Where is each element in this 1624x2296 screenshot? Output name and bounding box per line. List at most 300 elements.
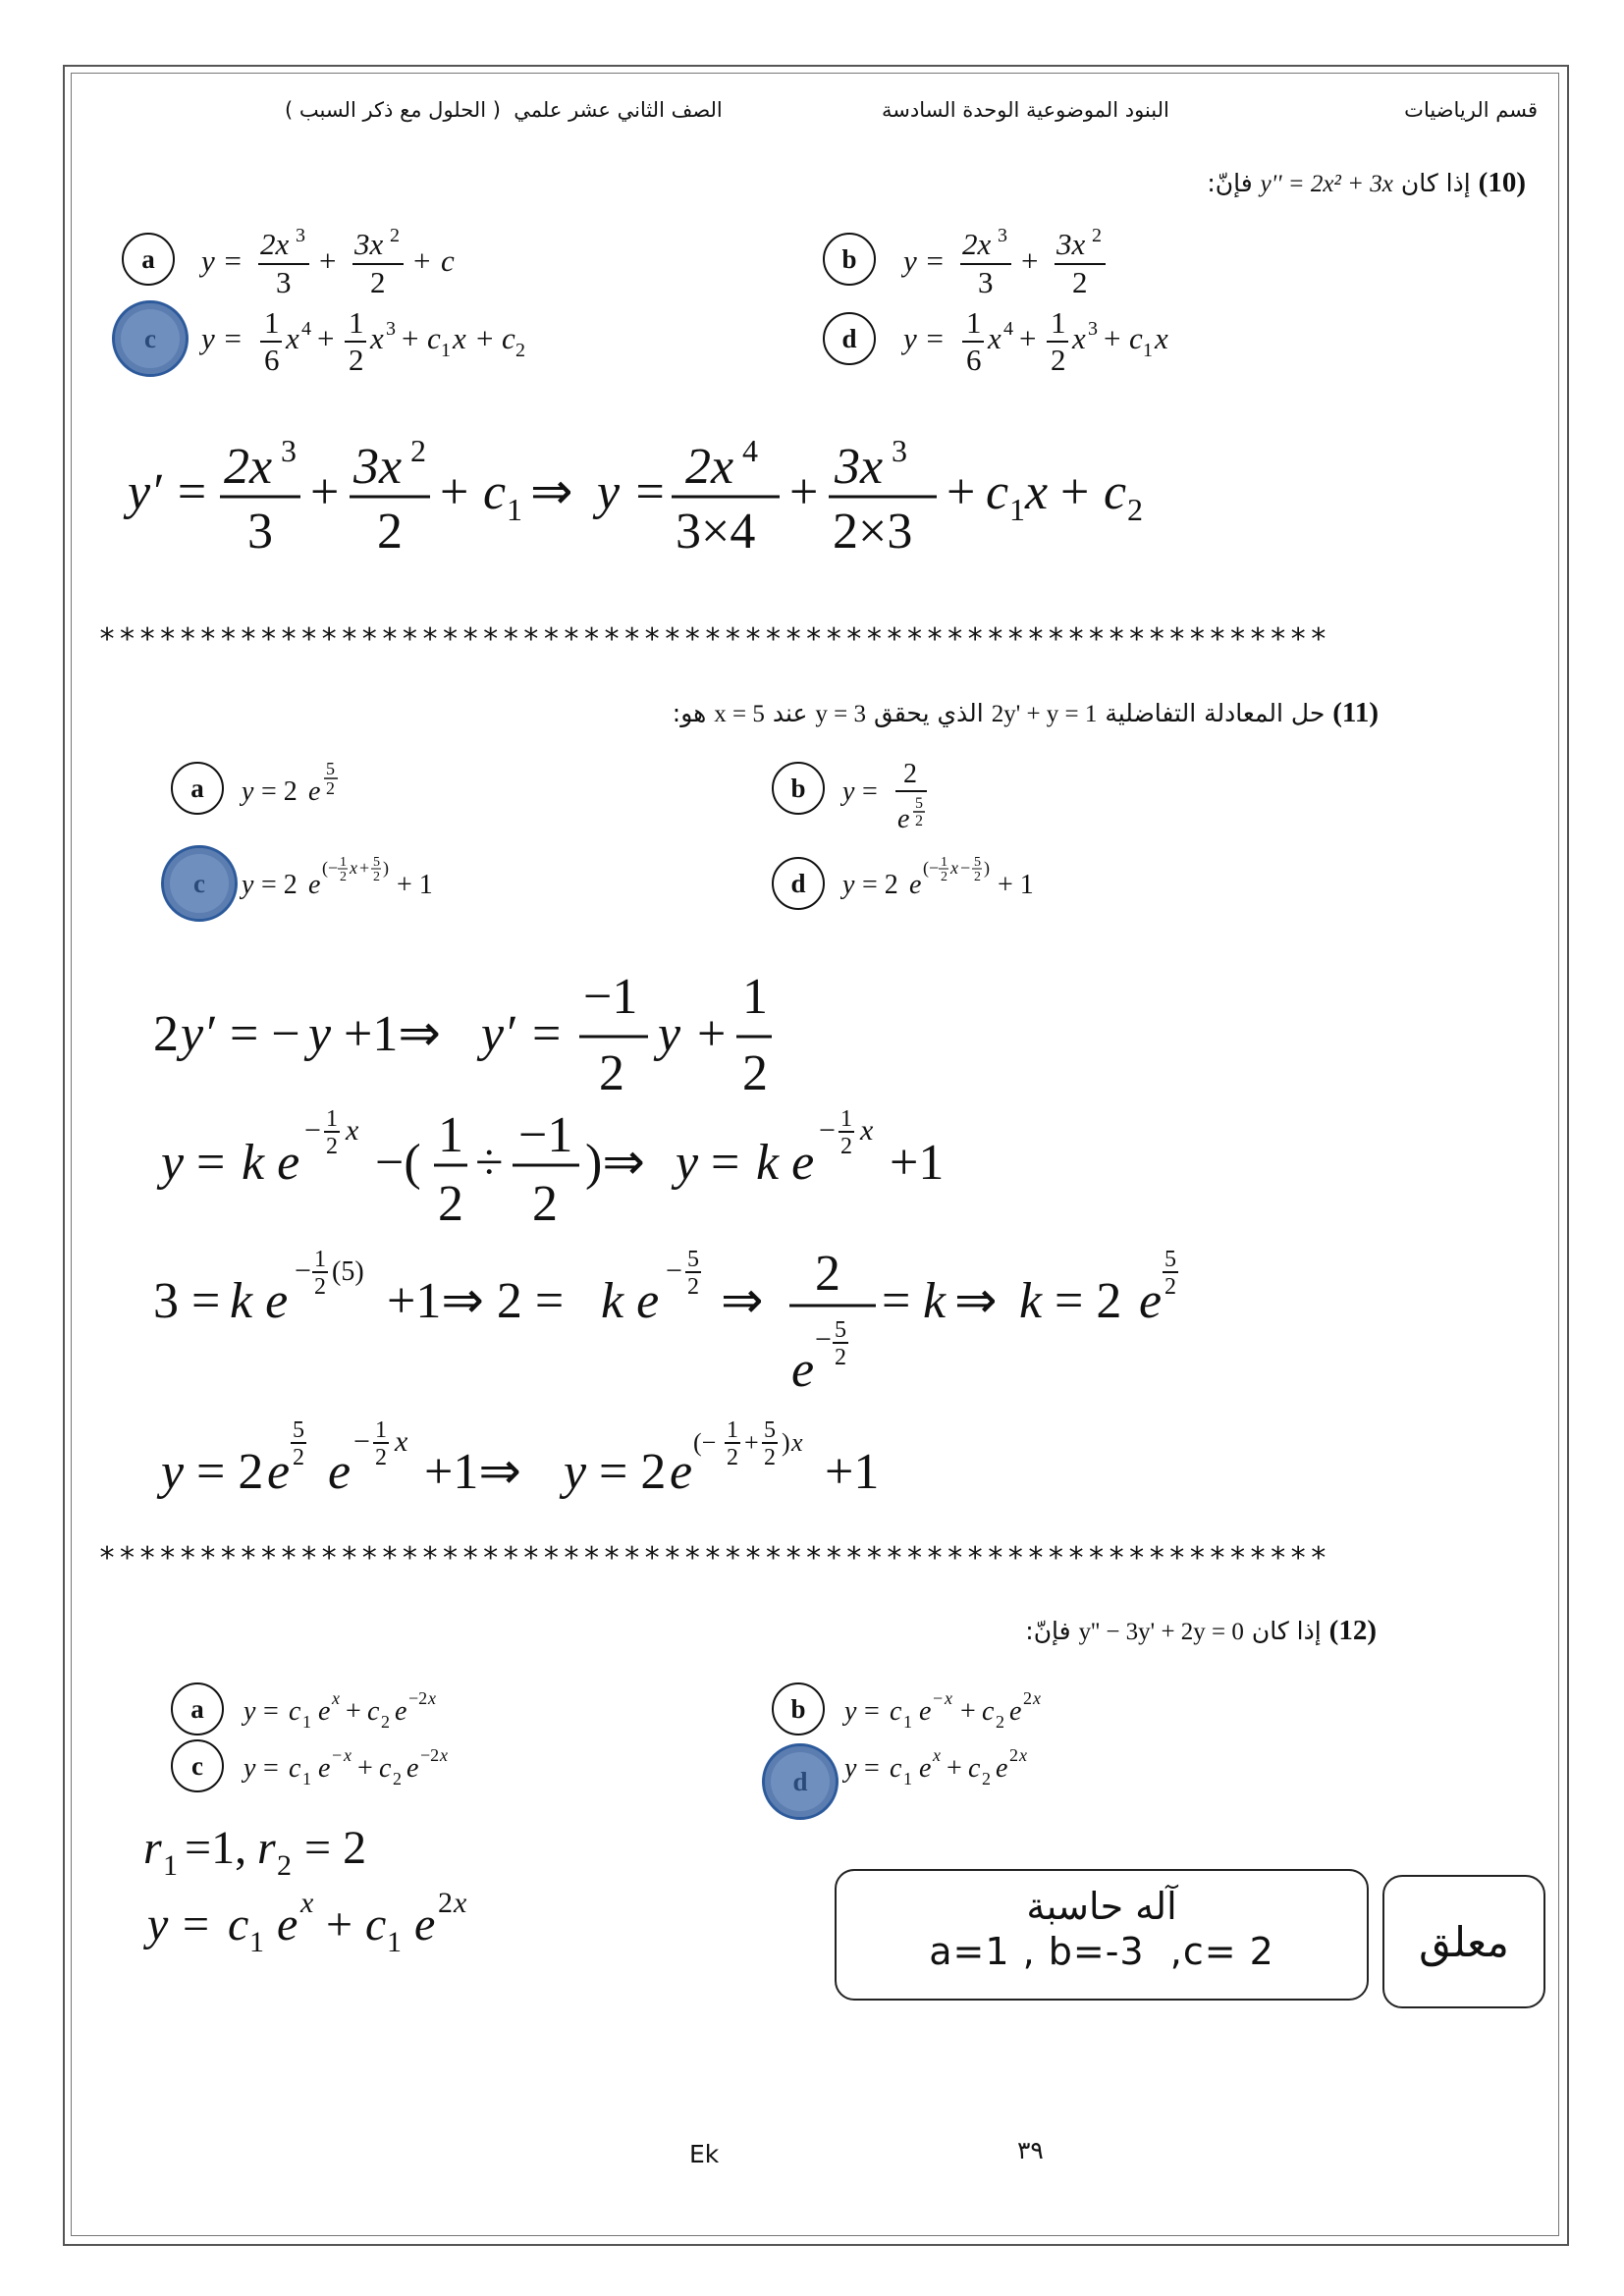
svg-text:2: 2	[903, 759, 917, 789]
svg-text:x: x	[332, 1688, 340, 1708]
svg-text:2: 2	[438, 1887, 453, 1919]
svg-text:2: 2	[153, 1006, 179, 1062]
svg-text:2: 2	[1072, 265, 1088, 298]
q10-option-b[interactable]	[901, 220, 1157, 303]
svg-text:2: 2	[840, 1134, 852, 1159]
svg-text:y: y	[242, 776, 254, 807]
svg-text:1: 1	[438, 1107, 463, 1163]
svg-text:x: x	[950, 858, 958, 878]
svg-text:k: k	[1019, 1273, 1043, 1329]
svg-text:3: 3	[247, 504, 273, 560]
svg-text:(−: (−	[693, 1428, 717, 1457]
svg-text:2: 2	[349, 343, 364, 377]
svg-text:x: x	[945, 1688, 952, 1708]
header-department: قسم الرياضيات	[1404, 98, 1538, 122]
svg-text:=: =	[183, 1898, 210, 1950]
svg-text:−2: −2	[420, 1745, 440, 1765]
svg-text:2: 2	[377, 504, 403, 560]
svg-text:2: 2	[599, 1045, 624, 1099]
svg-text:x: x	[1072, 321, 1086, 355]
svg-text:k e: k e	[756, 1135, 815, 1191]
svg-text:1: 1	[941, 855, 947, 870]
q10-solution	[118, 422, 1198, 574]
q12-option-d-marker[interactable]: d	[762, 1743, 839, 1820]
svg-text:c: c	[289, 1753, 301, 1784]
svg-text:+ 1: + 1	[998, 870, 1034, 900]
separator-1: *************************************************************	[98, 622, 1330, 657]
q10-option-c[interactable]	[199, 299, 592, 383]
svg-text:y′: y′	[181, 1006, 215, 1062]
svg-text:y =: y =	[597, 464, 668, 520]
svg-text:1: 1	[302, 1712, 311, 1732]
svg-text:2: 2	[326, 778, 335, 798]
svg-text:+: +	[476, 321, 494, 355]
q11-middle: الذي يحقق	[873, 699, 984, 727]
svg-text:⇒: ⇒	[954, 1273, 998, 1329]
q10-option-b-formula	[901, 220, 1157, 298]
svg-text:c: c	[427, 321, 441, 355]
svg-text:5: 5	[915, 795, 923, 812]
svg-text:(−: (−	[322, 858, 339, 878]
q10-equation: y'' = 2x² + 3x	[1260, 171, 1393, 197]
svg-text:x: x	[1019, 1745, 1027, 1765]
svg-text:e: e	[919, 1753, 932, 1784]
svg-text:= 2: = 2	[862, 870, 898, 900]
svg-text:+: +	[326, 1898, 353, 1950]
svg-text:y =: y =	[201, 321, 244, 355]
svg-text:5: 5	[687, 1247, 699, 1272]
q10-option-d-marker[interactable]: d	[823, 312, 876, 365]
svg-text:x: x	[791, 1428, 803, 1457]
svg-text:1: 1	[727, 1417, 738, 1443]
svg-text:3x: 3x	[354, 227, 384, 261]
q11-at: عند	[772, 699, 808, 727]
svg-text:x: x	[428, 1688, 436, 1708]
svg-text:=: =	[862, 776, 878, 807]
calculator-title: آله حاسبة	[1026, 1885, 1177, 1928]
svg-text:c: c	[365, 1898, 387, 1950]
svg-text:1: 1	[326, 1106, 338, 1132]
svg-text:=: =	[263, 1696, 279, 1727]
svg-text:1: 1	[387, 1926, 402, 1958]
svg-text:2: 2	[393, 1769, 402, 1789]
svg-text:1: 1	[1009, 492, 1025, 527]
svg-text:2: 2	[410, 433, 426, 468]
q12-solution	[137, 1806, 550, 1978]
svg-text:−(: −(	[375, 1135, 421, 1191]
q12-prefix: إذا كان	[1251, 1617, 1322, 1645]
svg-text:x: x	[988, 321, 1001, 355]
svg-text:x: x	[1155, 321, 1168, 355]
svg-text:2: 2	[1127, 492, 1143, 527]
q10-prefix: إذا كان	[1400, 169, 1471, 197]
q11-cond1: y = 3	[815, 701, 866, 727]
svg-text:3: 3	[386, 318, 396, 340]
svg-text:5: 5	[764, 1417, 776, 1443]
svg-text:+: +	[413, 243, 431, 278]
svg-text:y: y	[844, 1753, 857, 1784]
svg-text:c: c	[968, 1753, 981, 1784]
svg-text:e: e	[996, 1753, 1008, 1784]
q10-option-c-formula	[199, 299, 592, 378]
svg-text:2: 2	[532, 1176, 558, 1232]
svg-text:5: 5	[373, 855, 380, 870]
svg-text:x: x	[346, 1114, 359, 1147]
q11-option-d[interactable]	[840, 844, 1076, 918]
svg-text:c: c	[367, 1696, 380, 1727]
svg-text:c: c	[986, 464, 1009, 520]
q10-option-b-marker[interactable]: b	[823, 233, 876, 286]
svg-text:1: 1	[340, 855, 347, 870]
svg-text:2: 2	[1051, 343, 1066, 377]
svg-text:x: x	[370, 321, 384, 355]
q10-suffix: فإنّ:	[1207, 169, 1253, 197]
svg-text:(5): (5)	[332, 1256, 364, 1287]
svg-text:1: 1	[1143, 340, 1153, 361]
svg-text:+: +	[697, 1006, 727, 1062]
svg-text:x: x	[1025, 464, 1049, 520]
q10-prompt	[1207, 167, 1526, 199]
q12-option-a-marker[interactable]: a	[171, 1682, 224, 1735]
svg-text:2: 2	[438, 1176, 463, 1232]
svg-text:3×4: 3×4	[676, 504, 756, 560]
svg-text:y: y	[842, 776, 855, 807]
svg-text:2: 2	[835, 1345, 846, 1370]
svg-text:+: +	[1060, 464, 1090, 520]
svg-text:y =: y =	[903, 243, 946, 278]
svg-text:y: y	[658, 1006, 681, 1062]
svg-text:=: =	[864, 1753, 880, 1784]
svg-text:k e: k e	[230, 1273, 289, 1329]
svg-text:c: c	[502, 321, 515, 355]
svg-text:1: 1	[163, 1849, 178, 1882]
q11-solution-line-2	[147, 1104, 982, 1247]
svg-text:x: x	[286, 321, 299, 355]
svg-text:x: x	[454, 1887, 467, 1919]
svg-text:x: x	[440, 1745, 448, 1765]
svg-text:+: +	[947, 1753, 962, 1784]
q11-number: (11)	[1332, 697, 1379, 728]
svg-text:c: c	[228, 1898, 249, 1950]
svg-text:÷: ÷	[475, 1135, 504, 1191]
svg-text:3x: 3x	[1056, 227, 1086, 261]
svg-text:y: y	[244, 1753, 256, 1784]
q12-equation: y'' − 3y' + 2y = 0	[1078, 1619, 1244, 1645]
svg-text:1: 1	[441, 340, 451, 361]
q12-solution-formula	[137, 1806, 550, 1973]
svg-text:c: c	[890, 1753, 902, 1784]
svg-text:2: 2	[515, 340, 525, 361]
q10-option-a[interactable]	[199, 220, 494, 303]
svg-text:2: 2	[340, 870, 347, 884]
svg-text:x: x	[453, 321, 466, 355]
svg-text:3: 3	[281, 433, 297, 468]
q11-option-b-marker[interactable]: b	[772, 762, 825, 815]
svg-text:3x: 3x	[835, 439, 884, 495]
svg-text:2x: 2x	[224, 439, 273, 495]
svg-text:2: 2	[1009, 1745, 1018, 1765]
svg-text:y′ =: y′ =	[128, 464, 209, 520]
svg-text:e: e	[328, 1444, 352, 1500]
svg-text:+1⇒ 2 =: +1⇒ 2 =	[387, 1273, 565, 1329]
svg-text:= 2: = 2	[599, 1444, 667, 1500]
q11-option-c-formula	[240, 844, 475, 913]
svg-text:−: −	[960, 858, 971, 878]
svg-text:y: y	[161, 1135, 185, 1191]
q10-option-a-marker[interactable]: a	[122, 233, 175, 286]
svg-text:y: y	[242, 870, 254, 900]
svg-text:1: 1	[507, 492, 522, 527]
q11-option-a-marker[interactable]: a	[171, 762, 224, 815]
svg-text:y: y	[676, 1135, 699, 1191]
svg-text:e: e	[1009, 1696, 1022, 1727]
q11-cond2: x = 5	[714, 701, 765, 727]
q11-prefix: حل المعادلة التفاضلية	[1105, 699, 1326, 727]
svg-text:2: 2	[326, 1134, 338, 1159]
svg-text:= 2: = 2	[261, 776, 298, 807]
q11-prompt	[673, 697, 1379, 729]
svg-text:+: +	[357, 1753, 373, 1784]
svg-text:+: +	[960, 1696, 976, 1727]
q11-option-a[interactable]	[240, 751, 397, 825]
svg-text:y: y	[161, 1444, 185, 1500]
q11-solution-formula-4	[147, 1406, 933, 1533]
svg-text:+: +	[319, 243, 337, 278]
svg-text:): )	[984, 858, 990, 878]
svg-text:2: 2	[982, 1769, 991, 1789]
svg-text:2: 2	[974, 870, 981, 884]
svg-text:2: 2	[815, 1246, 840, 1302]
svg-text:1: 1	[966, 305, 982, 340]
svg-text:=1,: =1,	[185, 1822, 247, 1874]
svg-text:3: 3	[1088, 318, 1098, 340]
svg-text:= 2: = 2	[304, 1822, 367, 1874]
q10-number: (10)	[1478, 167, 1526, 198]
svg-text:= 2: = 2	[196, 1444, 264, 1500]
q11-solution-formula-3	[147, 1239, 1208, 1406]
svg-text:1: 1	[349, 305, 364, 340]
svg-text:=: =	[882, 1273, 911, 1329]
q11-option-c[interactable]	[240, 844, 475, 918]
svg-text:r: r	[143, 1822, 162, 1874]
q11-solution-line-1	[147, 972, 835, 1104]
q11-suffix: هو:	[672, 699, 707, 727]
svg-text:+: +	[402, 321, 419, 355]
svg-text:e: e	[1139, 1273, 1163, 1329]
svg-text:y: y	[844, 1696, 857, 1727]
svg-text:y =: y =	[903, 321, 946, 355]
svg-text:+1: +1	[825, 1444, 880, 1500]
svg-text:5: 5	[293, 1417, 304, 1443]
svg-text:3x: 3x	[353, 439, 403, 495]
svg-text:2: 2	[1092, 225, 1102, 246]
svg-text:e: e	[308, 870, 321, 900]
q11-option-d-marker[interactable]: d	[772, 857, 825, 910]
svg-text:3: 3	[892, 433, 907, 468]
svg-text:2: 2	[996, 1712, 1004, 1732]
svg-text:+: +	[359, 858, 370, 878]
separator-2: *************************************************************	[98, 1541, 1330, 1575]
svg-text:4: 4	[742, 433, 758, 468]
svg-text:2: 2	[915, 813, 923, 829]
svg-text:e: e	[414, 1898, 436, 1950]
svg-text:k: k	[923, 1273, 947, 1329]
svg-text:c: c	[1129, 321, 1143, 355]
q10-option-d[interactable]	[901, 299, 1235, 383]
svg-text:e: e	[919, 1696, 932, 1727]
svg-text:x: x	[395, 1425, 408, 1458]
svg-text:= 2: = 2	[1055, 1273, 1122, 1329]
svg-text:y: y	[308, 1006, 332, 1062]
svg-text:= 2: = 2	[261, 870, 298, 900]
svg-text:+: +	[789, 464, 819, 520]
svg-text:2: 2	[941, 870, 947, 884]
svg-text:5: 5	[835, 1317, 846, 1343]
header-grade: الصف الثاني عشر علمي	[514, 98, 723, 122]
svg-text:5: 5	[326, 759, 335, 778]
svg-text:3 =: 3 =	[153, 1273, 221, 1329]
svg-text:2: 2	[373, 870, 380, 884]
svg-text:2: 2	[390, 225, 400, 246]
svg-text:5: 5	[1164, 1247, 1176, 1272]
svg-text:c: c	[289, 1696, 301, 1727]
svg-text:=: =	[864, 1696, 880, 1727]
svg-text:+: +	[947, 464, 976, 520]
q12-option-d-formula	[842, 1728, 1078, 1796]
header-note: ( الحلول مع ذكر السبب )	[285, 98, 501, 122]
q10-solution-formula	[118, 422, 1198, 569]
q10-option-d-formula	[901, 299, 1235, 378]
svg-text:2x: 2x	[685, 439, 734, 495]
q11-option-b-formula	[840, 751, 978, 839]
q12-option-c[interactable]	[242, 1728, 477, 1801]
svg-text:1: 1	[302, 1769, 311, 1789]
svg-text:1: 1	[903, 1769, 912, 1789]
svg-text:−1: −1	[518, 1107, 573, 1163]
svg-text:e: e	[318, 1753, 331, 1784]
svg-text:6: 6	[966, 343, 982, 377]
svg-text:4: 4	[1003, 318, 1013, 340]
svg-text:): )	[782, 1428, 790, 1457]
svg-text:= −: = −	[230, 1006, 300, 1062]
svg-text:e: e	[267, 1444, 291, 1500]
q12-option-c-marker[interactable]: c	[171, 1739, 224, 1792]
svg-text:+: +	[440, 464, 469, 520]
svg-text:3: 3	[276, 265, 292, 298]
svg-text:2: 2	[687, 1274, 699, 1300]
svg-text:y′: y′	[481, 1006, 515, 1062]
q11-option-b[interactable]	[840, 751, 978, 844]
svg-text:k e: k e	[242, 1135, 300, 1191]
svg-text:e: e	[791, 1342, 815, 1398]
svg-text:c: c	[483, 464, 507, 520]
svg-text:2: 2	[381, 1712, 390, 1732]
svg-text:−: −	[666, 1255, 682, 1287]
svg-text:2x: 2x	[260, 227, 290, 261]
footer-page-number: ٣٩	[1017, 2136, 1044, 2164]
svg-text:+: +	[1021, 243, 1039, 278]
svg-text:+: +	[346, 1696, 361, 1727]
svg-text:c: c	[441, 243, 455, 278]
svg-text:2: 2	[314, 1274, 326, 1300]
svg-text:2: 2	[727, 1445, 738, 1470]
svg-text:k e: k e	[601, 1273, 660, 1329]
svg-text:−: −	[332, 1745, 343, 1765]
svg-text:e: e	[308, 776, 321, 807]
svg-text:2: 2	[742, 1045, 768, 1099]
svg-text:−: −	[815, 1323, 832, 1356]
comment-label: معلق	[1419, 1917, 1509, 1966]
svg-text:⇒: ⇒	[721, 1273, 764, 1329]
svg-text:−2: −2	[408, 1688, 428, 1708]
q11-solution-line-4	[147, 1406, 933, 1538]
calculator-values: a=1 , b=-3 ,c= 2	[929, 1930, 1274, 1973]
svg-text:e: e	[909, 870, 922, 900]
svg-text:1: 1	[375, 1417, 387, 1443]
svg-text:=: =	[532, 1006, 562, 1062]
svg-text:−: −	[353, 1425, 370, 1458]
svg-text:1: 1	[1051, 305, 1066, 340]
svg-text:+1: +1	[890, 1135, 945, 1191]
svg-text:−: −	[304, 1114, 321, 1147]
svg-text:3: 3	[296, 225, 305, 246]
q11-solution-formula-2	[147, 1104, 982, 1242]
q10-option-a-formula	[199, 220, 494, 298]
svg-text:+: +	[310, 464, 340, 520]
svg-text:4: 4	[301, 318, 311, 340]
q11-solution-formula-1	[147, 972, 835, 1099]
svg-text:e: e	[395, 1696, 407, 1727]
svg-text:2: 2	[764, 1445, 776, 1470]
svg-text:1: 1	[264, 305, 280, 340]
svg-text:5: 5	[974, 855, 981, 870]
svg-text:x: x	[860, 1114, 874, 1147]
svg-text:y: y	[842, 870, 855, 900]
q11-solution-line-3	[147, 1239, 1208, 1411]
svg-text:+1⇒: +1⇒	[424, 1444, 521, 1500]
q12-option-d[interactable]	[842, 1728, 1078, 1801]
svg-text:(−: (−	[923, 858, 940, 878]
q12-suffix: فإنّ:	[1025, 1617, 1071, 1645]
svg-text:2x: 2x	[962, 227, 992, 261]
q10-option-c-marker[interactable]: c	[112, 300, 189, 377]
svg-text:): )	[383, 858, 389, 878]
svg-text:1: 1	[249, 1926, 264, 1958]
q12-option-c-formula	[242, 1728, 477, 1796]
svg-text:−: −	[295, 1255, 311, 1287]
svg-text:y: y	[564, 1444, 587, 1500]
comment-box	[1382, 1875, 1545, 2008]
svg-text:−: −	[819, 1114, 836, 1147]
svg-text:e: e	[670, 1444, 693, 1500]
svg-text:+: +	[317, 321, 335, 355]
svg-text:c: c	[379, 1753, 392, 1784]
svg-text:1: 1	[903, 1712, 912, 1732]
svg-text:c: c	[982, 1696, 995, 1727]
svg-text:2: 2	[1164, 1274, 1176, 1300]
svg-text:)⇒: )⇒	[585, 1135, 645, 1191]
q11-option-d-formula	[840, 844, 1076, 913]
svg-text:x: x	[933, 1745, 941, 1765]
q12-option-b-marker[interactable]: b	[772, 1682, 825, 1735]
svg-text:x: x	[344, 1745, 352, 1765]
q11-option-c-marker[interactable]: c	[161, 845, 238, 922]
svg-text:1: 1	[742, 972, 768, 1025]
svg-text:x: x	[350, 858, 357, 878]
svg-text:+: +	[1019, 321, 1037, 355]
svg-text:c: c	[890, 1696, 902, 1727]
svg-text:+: +	[744, 1428, 759, 1457]
